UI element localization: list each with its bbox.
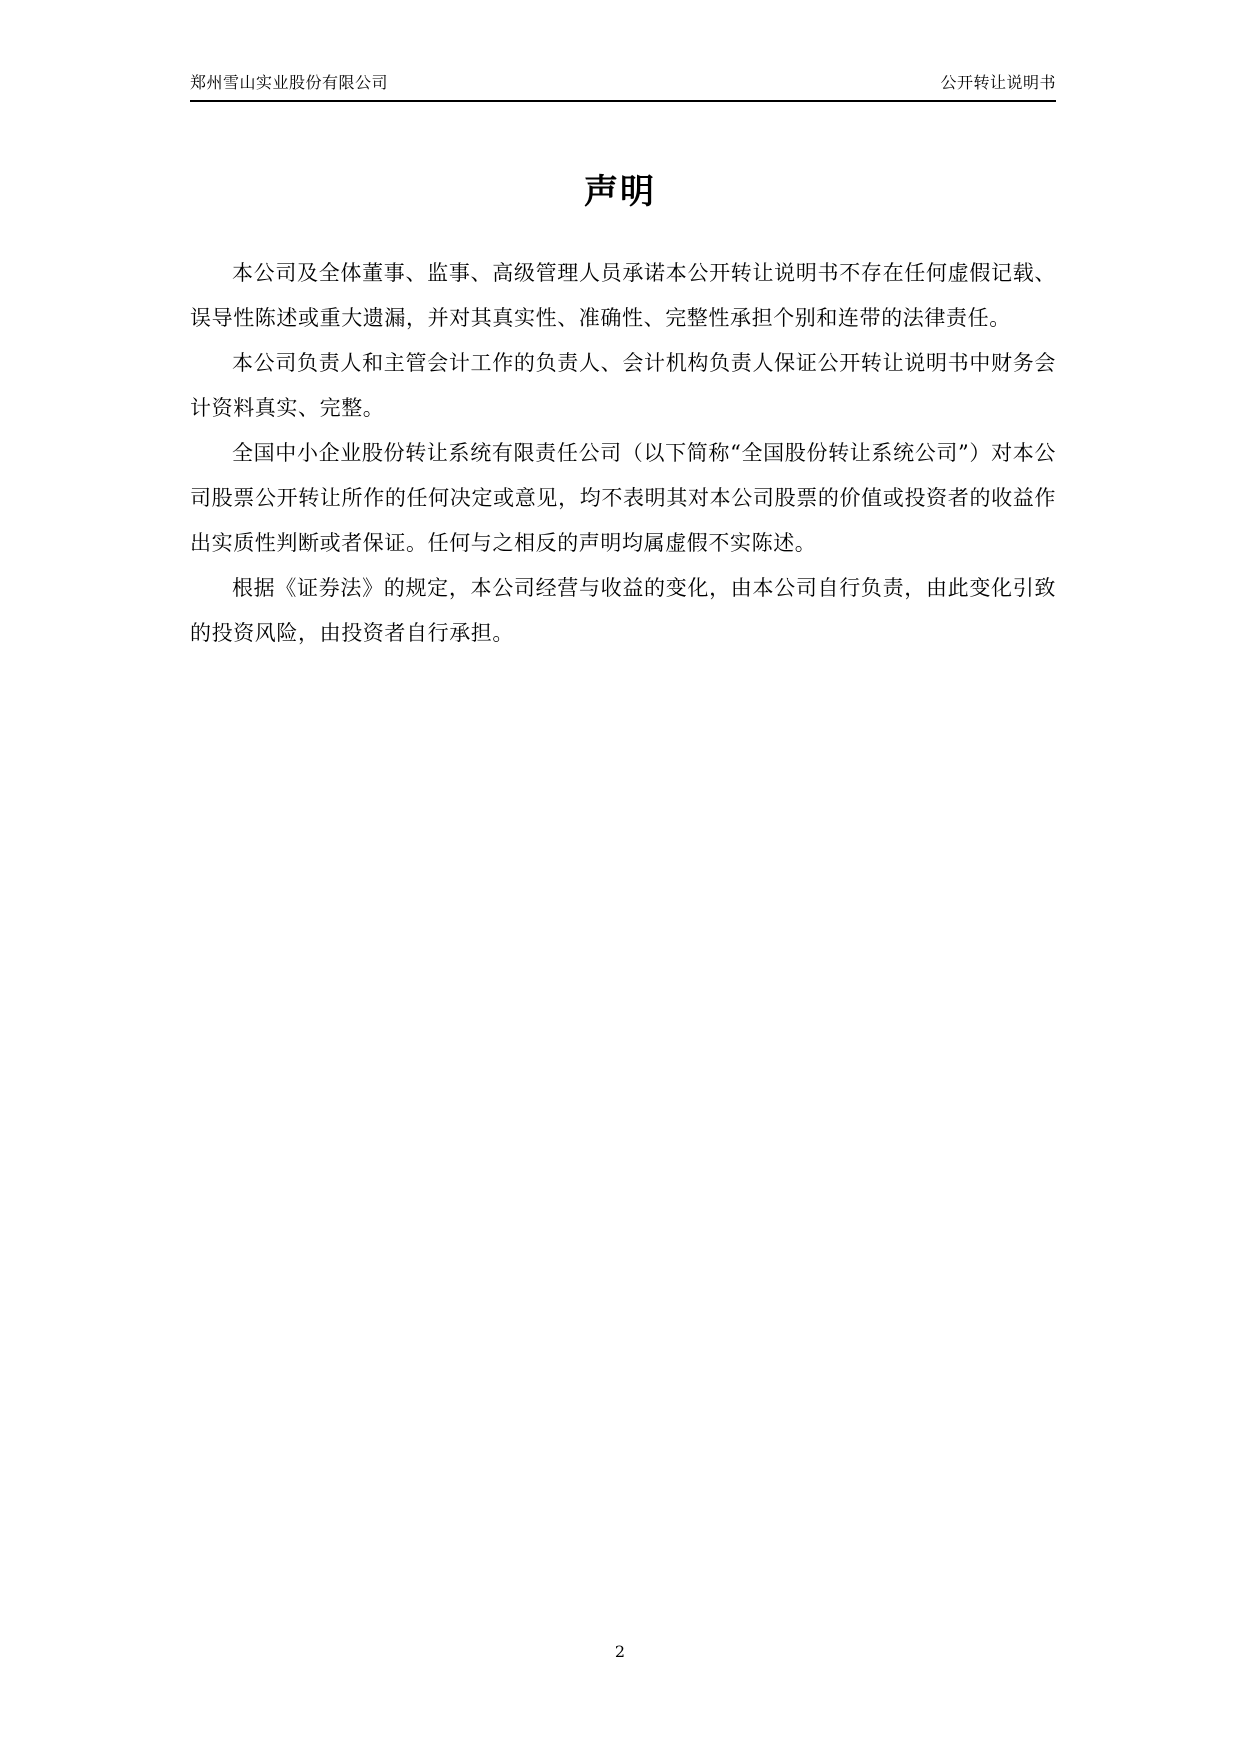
- page-title: 声明: [584, 172, 656, 212]
- declaration-paragraph-4: 根据《证券法》的规定，本公司经营与收益的变化，由本公司自行负责，由此变化引致的投资风险，由投资者自行承担。: [190, 576, 1056, 645]
- declaration-paragraph-2: 本公司负责人和主管会计工作的负责人、会计机构负责人保证公开转让说明书中财务会计资料真实、完整。: [190, 351, 1056, 420]
- page-header: [190, 72, 1056, 102]
- declaration-paragraph-3: 全国中小企业股份转让系统有限责任公司（以下简称“全国股份转让系统公司”）对本公司股票公开转让所作的任何决定或意见，均不表明其对本公司股票的价值或投资者的收益作出实质性判断或者保证。任何与之相反的声明均属虚假不实陈述。: [190, 441, 1056, 555]
- header-document-title: 公开转让说明书: [940, 73, 1056, 92]
- page-number: 2: [614, 1642, 626, 1661]
- header-company-name: 郑州雪山实业股份有限公司: [190, 73, 389, 92]
- declaration-body: [190, 251, 1056, 656]
- declaration-paragraph-1: 本公司及全体董事、监事、高级管理人员承诺本公开转让说明书不存在任何虚假记载、误导性陈述或重大遗漏，并对其真实性、准确性、完整性承担个别和连带的法律责任。: [190, 261, 1056, 330]
